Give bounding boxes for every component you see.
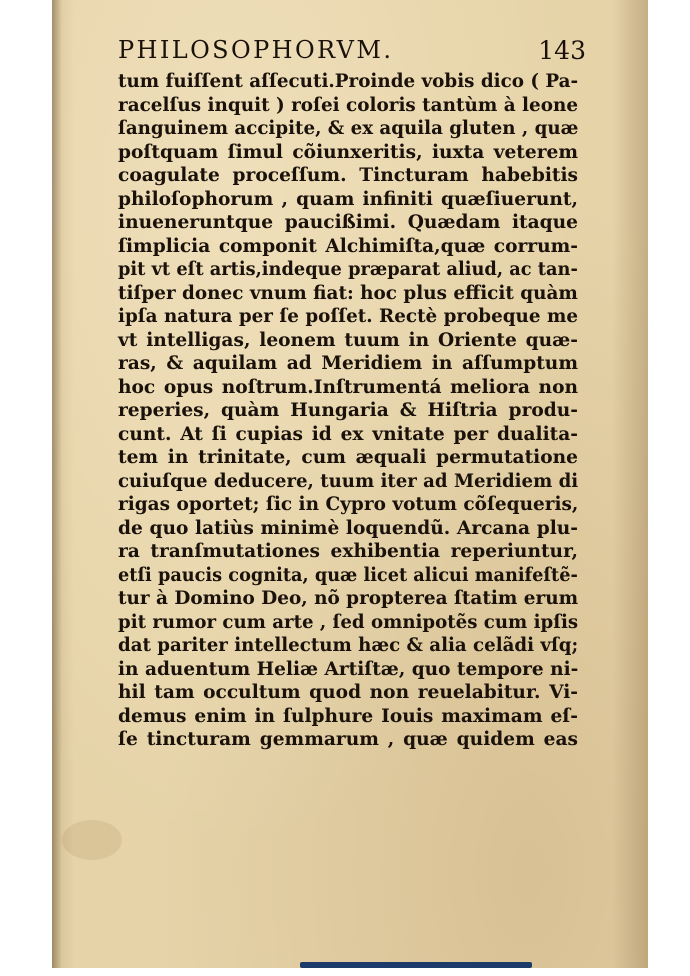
text-line: tum fuiſſent aſſecuti.Proinde vobis dico ( Pa-: [118, 71, 579, 92]
text-line: hil tam occultum quod non reuelabitur. Vi-: [118, 682, 578, 703]
scan-edge-mark: [300, 962, 532, 968]
text-line: vt intelligas, leonem tuum in Oriente quæ-: [118, 329, 578, 351]
text-line: ra tranſmutationes exhibentia reperiuntur,: [118, 541, 578, 562]
text-line: tem in trinitate, cum æquali permutatione: [118, 447, 578, 468]
text-line: tiſper donec vnum fiat: hoc plus efficit quàm: [118, 282, 578, 304]
text-line: tur à Domino Deo, nõ propterea ſtatim erum: [118, 588, 579, 609]
page-header: [118, 36, 586, 66]
text-line: reperies, quàm Hungaria & Hiſtria produ-: [118, 400, 578, 421]
text-line: poſtquam ſimul cõiunxeritis, iuxta veterem: [118, 141, 578, 163]
text-line: pit rumor cum arte , ſed omnipotẽs cum ipſis: [118, 611, 579, 633]
text-line: cuiuſque deducere, tuum iter ad Meridiem di: [118, 470, 579, 492]
text-line: dat pariter intellectum hæc & alia celãdi vſq;: [118, 635, 579, 656]
text-line: ſanguinem accipite, & ex aquila gluten , quæ: [118, 118, 579, 139]
running-title: PHILOSOPHORVM.: [118, 36, 394, 64]
body-text: [118, 70, 578, 752]
text-line: ras, & aquilam ad Meridiem in aſſumptum: [118, 353, 578, 374]
text-line: ipſa natura per ſe poſſet. Rectè probeque me: [118, 306, 578, 327]
text-line: in aduentum Heliæ Artiſtæ, quo tempore ni-: [118, 658, 579, 680]
page-number: 143: [538, 36, 586, 65]
text-line: philoſophorum , quam infiniti quæſiuerunt,: [118, 188, 578, 210]
text-line: hoc opus noſtrum.Inſtrumentá meliora non: [118, 376, 578, 398]
text-line: inueneruntque paucißimi. Quædam itaque: [118, 212, 578, 233]
text-line: rigas oportet; ſic in Cypro votum cõſequeris,: [118, 494, 579, 515]
text-line: demus enim in ſulphure Iouis maximam eſ-: [118, 705, 578, 727]
paper-stain: [62, 820, 122, 860]
text-line: racelſus inquit ) roſei coloris tantùm à leone: [118, 94, 579, 116]
text-line: cunt. At ſi cupias id ex vnitate per dualita-: [118, 423, 578, 445]
text-line: ſe tincturam gemmarum , quæ quidem eas: [118, 729, 578, 750]
book-page: [52, 0, 648, 968]
text-line: de quo latiùs minimè loquendũ. Arcana plu-: [118, 517, 578, 539]
text-line: pit vt eſt artis,indeque præparat aliud, ac tan-: [118, 259, 578, 280]
gutter-shadow: [52, 0, 62, 968]
text-line: ſimplicia componit Alchimiſta,quæ corrum-: [118, 235, 578, 257]
text-line: coagulate proceſſum. Tincturam habebitis: [118, 165, 578, 186]
text-line: etſi paucis cognita, quæ licet alicui manifeſtẽ-: [118, 564, 578, 586]
